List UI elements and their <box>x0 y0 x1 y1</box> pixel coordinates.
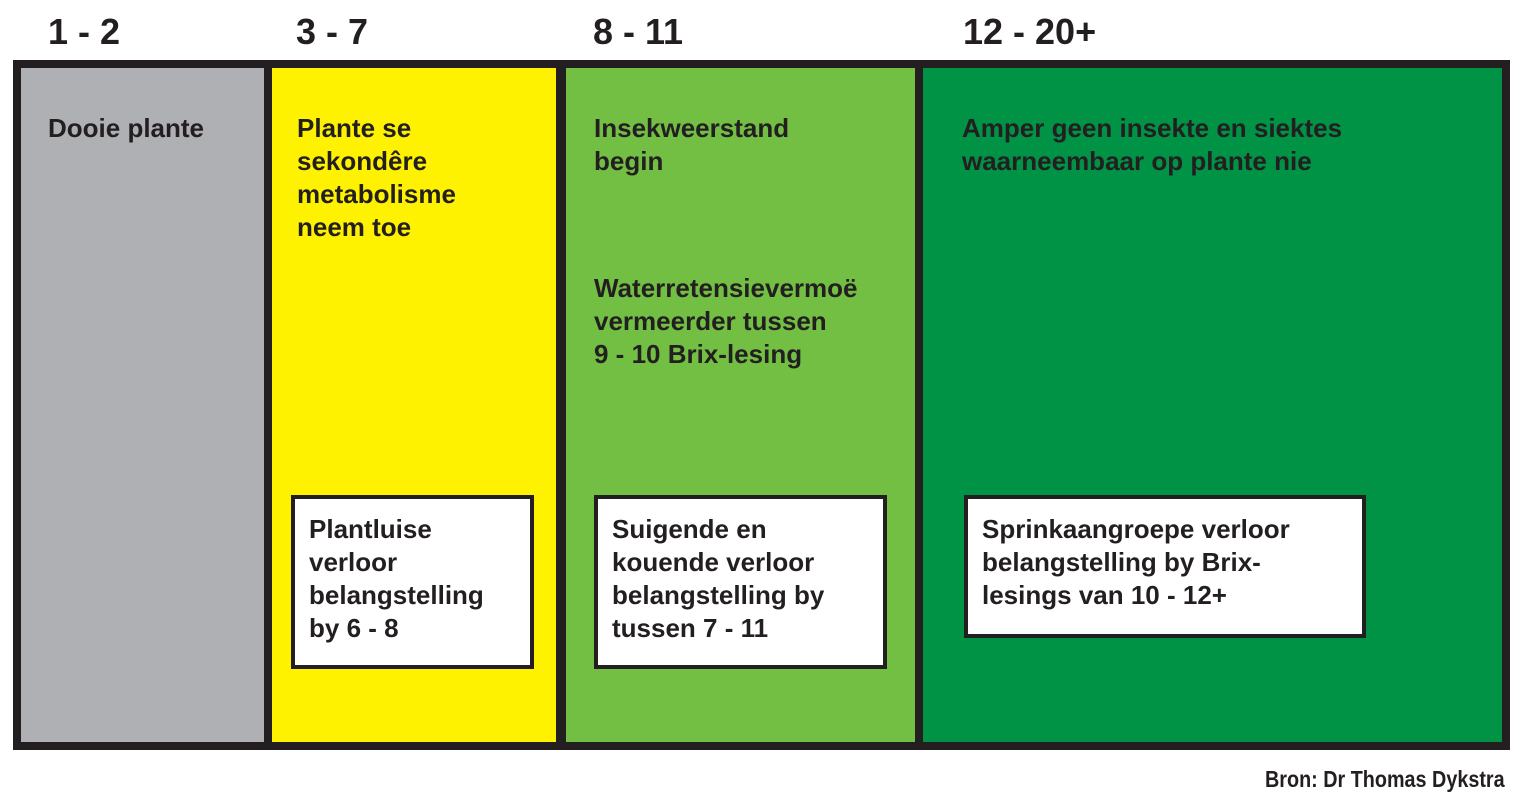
panel-secondary-metabolism <box>272 68 556 742</box>
panel-heading: Insekweerstand begin <box>594 113 790 176</box>
note-box-sucking-chewing: Suigende en kouende verloor belangstelling by tussen 7 - 11 <box>594 495 887 669</box>
source-credit: Bron: Dr Thomas Dykstra <box>1265 766 1505 792</box>
range-label-1-2: 1 - 2 <box>48 11 121 52</box>
panel-dead-plants <box>21 68 264 742</box>
note-box-aphids: Plantluise verloor belangstelling by 6 - 8 <box>291 495 534 669</box>
panel-subheading: Waterretensievermoë vermeerder tussen 9 - 10 Brix-lesing <box>594 273 858 369</box>
range-label-8-11: 8 - 11 <box>593 11 684 52</box>
range-label-12-20-plus: 12 - 20+ <box>963 11 1097 52</box>
note-box-locusts: Sprinkaangroepe verloor belangstelling by Brix- lesings van 10 - 12+ <box>964 495 1366 638</box>
panel-heading: Amper geen insekte en siektes waarneembaar op plante nie <box>962 113 1343 176</box>
panel-heading: Dooie plante <box>48 113 205 143</box>
panel-no-pests <box>923 68 1502 742</box>
panel-heading: Plante se sekondêre metabolisme neem toe <box>297 113 456 242</box>
panel-insect-resistance <box>566 68 915 742</box>
diagram-frame <box>13 60 1510 750</box>
range-label-3-7: 3 - 7 <box>296 11 369 52</box>
